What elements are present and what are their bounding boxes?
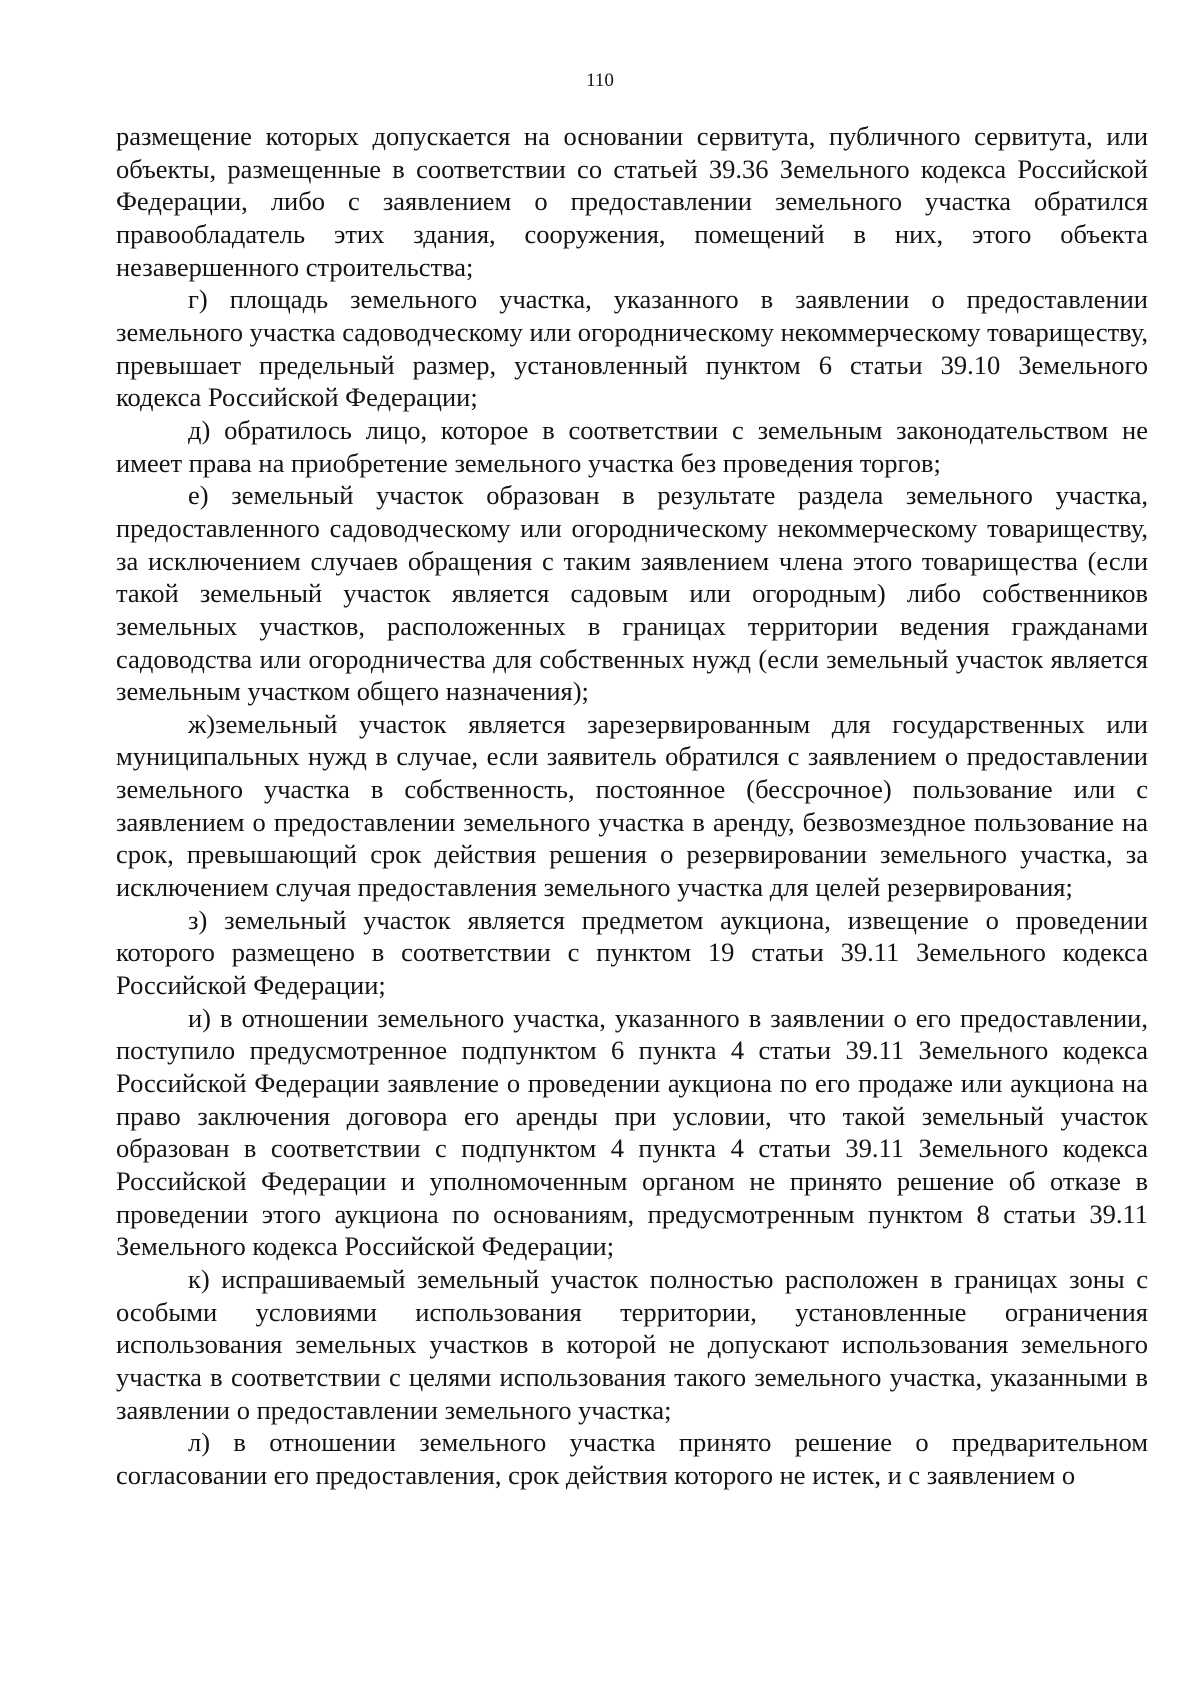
paragraph-item-z: з) земельный участок является предметом аукциона, извещение о проведении которого размещено в соответствии с пунктом 19 статьи 39.11 Земельного кодекса Российской Федерации; [116, 904, 1148, 1001]
paragraph-continuation: размещение которых допускается на основании сервитута, публичного сервитута, или объекты, размещенные в соответствии со статьей 39.36 Земельного кодекса Российской Федерации, либо с заявлением о предоставлении земельного участка обратился правообладатель этих здания, сооружения, помещений в них, этого объекта незавершенного строительства; [116, 121, 1148, 282]
paragraph-item-g: г) площадь земельного участка, указанного в заявлении о предоставлении земельного участка садоводческому или огородническому некоммерческому товариществу, превышает предельный размер, установленный пунктом 6 статьи 39.10 Земельного кодекса Российской Федерации; [116, 284, 1148, 413]
paragraph-item-zh: ж)земельный участок является зарезервированным для государственных или муниципальных нужд в случае, если заявитель обратился с заявлением о предоставлении земельного участка в собственность, постоянное (бессрочное) пользование или с заявлением о предоставлении земельного участка в аренду, безвозмездное пользование на срок, превышающий срок действия решения о резервировании земельного участка, за исключением случая предоставления земельного участка для целей резервирования; [116, 708, 1148, 903]
paragraph-item-d: д) обратилось лицо, которое в соответствии с земельным законодательством не имеет права на приобретение земельного участка без проведения торгов; [116, 414, 1148, 478]
document-body [116, 120, 1148, 1492]
paragraph-item-e: е) земельный участок образован в результате раздела земельного участка, предоставленного садоводческому или огородническому некоммерческому товариществу, за исключением случаев обращения с таким заявлением члена этого товарищества (если такой земельный участок является садовым или огородным) либо собственников земельных участков, расположенных в границах территории ведения гражданами садоводства или огородничества для собственных нужд (если земельный участок является земельным участком общего назначения); [116, 480, 1148, 707]
paragraph-item-i: и) в отношении земельного участка, указанного в заявлении о его предоставлении, поступило предусмотренное подпунктом 6 пункта 4 статьи 39.11 Земельного кодекса Российской Федерации заявление о проведении аукциона по его продаже или аукциона на право заключения договора его аренды при условии, что такой земельный участок образован в соответствии с подпунктом 4 пункта 4 статьи 39.11 Земельного кодекса Российской Федерации и уполномоченным органом не принято решение об отказе в проведении этого аукциона по основаниям, предусмотренным пунктом 8 статьи 39.11 Земельного кодекса Российской Федерации; [116, 1002, 1148, 1262]
page-number: 110 [586, 70, 614, 91]
paragraph-item-k: к) испрашиваемый земельный участок полностью расположен в границах зоны с особыми условиями использования территории, установленные ограничения использования земельных участков в которой не допускают использования земельного участка в соответствии с целями использования такого земельного участка, указанными в заявлении о предоставлении земельного участка; [116, 1263, 1148, 1425]
paragraph-item-l: л) в отношении земельного участка принято решение о предварительном согласовании его предоставления, срок действия которого не истек, и с заявлением о [116, 1427, 1148, 1490]
